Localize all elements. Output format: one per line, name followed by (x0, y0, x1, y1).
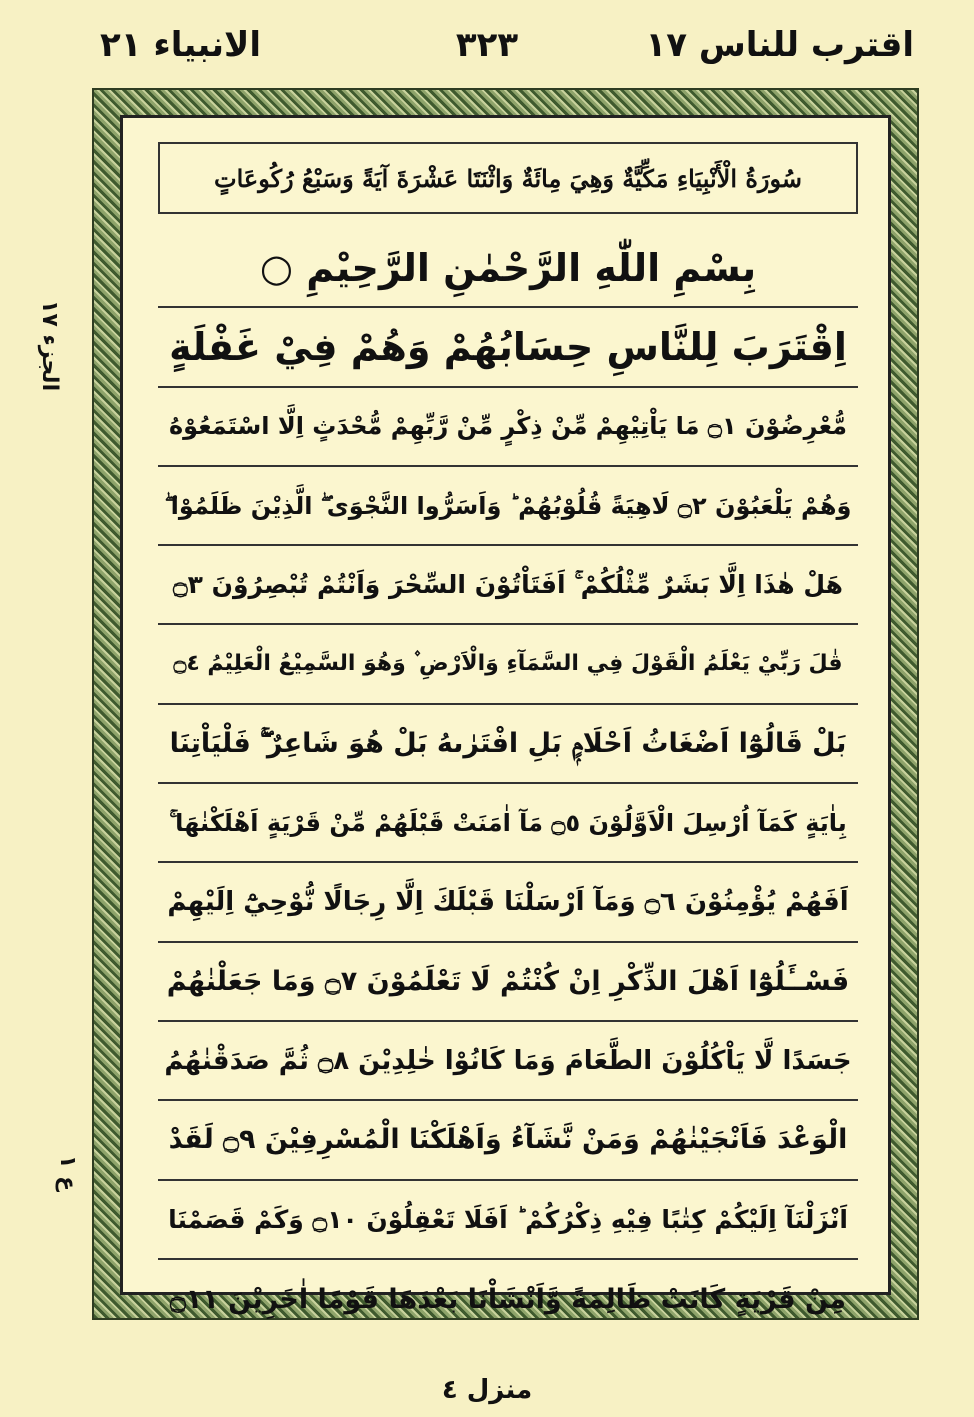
verse-line (158, 308, 858, 387)
verse-line-text: جَسَدًا لَّا يَاْكُلُوْنَ الطَّعَامَ وَمَا كَانُوْا خٰلِدِيْنَ ۝٨ ثُمَّ صَدَقْنٰهُمُ (164, 1045, 852, 1076)
header-juz-name: اقترب للناس ١٧ (645, 25, 914, 65)
verse-line-text: اِقْتَرَبَ لِلنَّاسِ حِسَابُهُمْ وَهُمْ فِيْ غَفْلَةٍ (169, 324, 847, 369)
verse-line (158, 625, 858, 704)
verse-line (158, 229, 858, 308)
surah-title-box (158, 142, 858, 214)
verse-line-text: فَسْــَٔلُوْٓا اَهْلَ الذِّكْرِ اِنْ كُنْتُمْ لَا تَعْلَمُوْنَ ۝٧ وَمَا جَعَلْنٰهُمْ (166, 965, 850, 997)
verse-line (158, 784, 858, 863)
verse-line (158, 1101, 858, 1180)
verse-line (158, 1181, 858, 1260)
side-juz-label: الجزء ١٧ (37, 300, 62, 392)
verse-line-text: اَنْزَلْنَآ اِلَيْكُمْ كِتٰبًا فِيْهِ ذِكْرُكُمْ ؕ اَفَلَا تَعْقِلُوْنَ ۝١٠ وَكَمْ قَصَمْنَا (168, 1204, 848, 1234)
verse-line-text: اَفَهُمْ يُؤْمِنُوْنَ ۝٦ وَمَآ اَرْسَلْنَا قَبْلَكَ اِلَّا رِجَالًا نُّوْحِيْٓ اِلَيْهِمْ (167, 887, 849, 918)
verse-line-text: مُّعْرِضُوْنَ ۝١ مَا يَاْتِيْهِمْ مِّنْ ذِكْرٍ مِّنْ رَّبِّهِمْ مُّحْدَثٍ اِلَّا اسْتَمَعُوْهُ (168, 412, 848, 441)
surah-title: سُورَةُ الْأَنْبِيَاءِ مَكِّيَّةٌ وَهِيَ مِائَةٌ وَاثْنَتَا عَشْرَةَ آيَةً وَسَبْعُ رُكُوعَاتٍ (213, 163, 803, 193)
verse-line (158, 388, 858, 467)
verse-line-text: بِسْمِ اللّٰهِ الرَّحْمٰنِ الرَّحِيْمِ ○ (259, 245, 757, 290)
footer-manzil: منزل ٤ (441, 1375, 533, 1405)
verse-line (158, 705, 858, 784)
verse-line (158, 863, 858, 942)
verse-line-text: وَهُمْ يَلْعَبُوْنَ ۝٢ لَاهِيَةً قُلُوْبُهُمْ ؕ وَاَسَرُّوا النَّجْوَى ۖ الَّذِيْنَ ظَلَمُوْا ۖ (164, 491, 852, 520)
verse-line-text: الْوَعْدَ فَاَنْجَيْنٰهُمْ وَمَنْ نَّشَآءُ وَاَهْلَكْنَا الْمُسْرِفِيْنَ ۝٩ لَقَدْ (168, 1124, 848, 1156)
verse-line-text: بَلْ قَالُوْٓا اَضْغَاثُ اَحْلَامٍۭ بَلِ افْتَرٰىهُ بَلْ هُوَ شَاعِرٌ ۚۖ فَلْيَاْتِنَا (169, 727, 847, 759)
verse-line (158, 467, 858, 546)
page-number: ٣٢٣ (455, 25, 519, 65)
verse-line (158, 943, 858, 1022)
verse-line-text: بِاٰيَةٍ كَمَآ اُرْسِلَ الْاَوَّلُوْنَ ۝٥ مَآ اٰمَنَتْ قَبْلَهُمْ مِّنْ قَرْيَةٍ اَهْلَكْنٰهَا ۚ (169, 808, 847, 837)
verse-line-text: مِنْ قَرْيَةٍ كَانَتْ ظَالِمَةً وَّاَنْشَاْنَا بَعْدَهَا قَوْمًا اٰخَرِيْنَ ۝١١ (169, 1284, 847, 1315)
verse-line (158, 1022, 858, 1101)
header-surah-name: الانبياء ٢١ (100, 25, 261, 65)
verse-lines (158, 229, 858, 1339)
verse-line-text: هَلْ هٰذَا اِلَّا بَشَرٌ مِّثْلُكُمْ ۚ اَفَتَاْتُوْنَ السِّحْرَ وَاَنْتُمْ تُبْصِرُوْنَ ۝٣ (173, 570, 843, 600)
verse-line (158, 546, 858, 625)
side-ruku-marker: ع ١ (55, 1155, 80, 1192)
verse-line (158, 1260, 858, 1339)
verse-line-text: قٰلَ رَبِّيْ يَعْلَمُ الْقَوْلَ فِي السَّمَآءِ وَالْاَرْضِ ۫ وَهُوَ السَّمِيْعُ الْعَلِيْمُ ۝٤ (173, 651, 843, 677)
